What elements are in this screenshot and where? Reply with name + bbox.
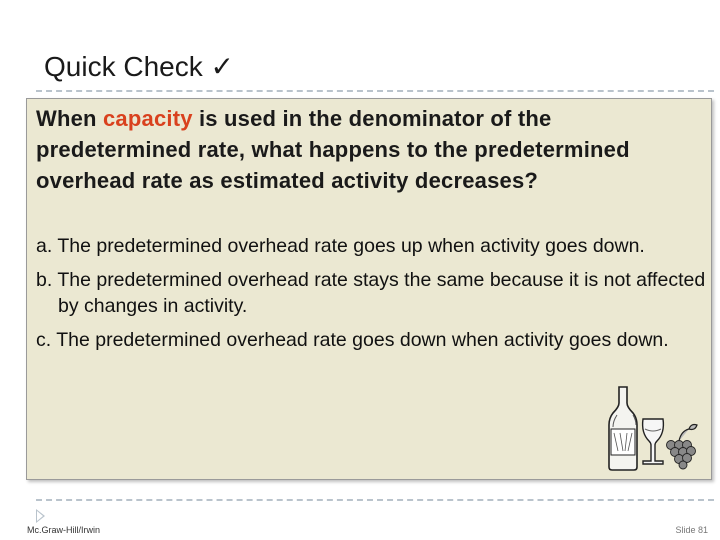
highlighted-term: capacity [103,106,193,131]
answer-list [36,233,708,361]
play-arrow-icon [36,509,45,523]
answer-option-b: b. The predetermined overhead rate stays the same because it is not affected by changes in activity. [36,269,706,317]
question-text-start: When [36,106,103,131]
question-panel [26,98,712,480]
question-text [36,103,696,196]
footer-publisher: Mc.Graw-Hill/Irwin [27,525,100,535]
footer-divider [36,499,714,501]
slide-number: Slide 81 [675,525,708,535]
answer-option-c: c. The predetermined overhead rate goes down when activity goes down. [36,329,669,351]
answer-option-a: a. The predetermined overhead rate goes up when activity goes down. [36,235,645,257]
question-text-end: is used in the denominator of the predetermined rate, what happens to the predetermined overhead rate as estimated activity decreases? [36,106,630,193]
title-divider [36,90,714,92]
wine-bottle-glass-grapes-icon [605,385,705,471]
slide-title: Quick Check ✓ [44,51,234,82]
